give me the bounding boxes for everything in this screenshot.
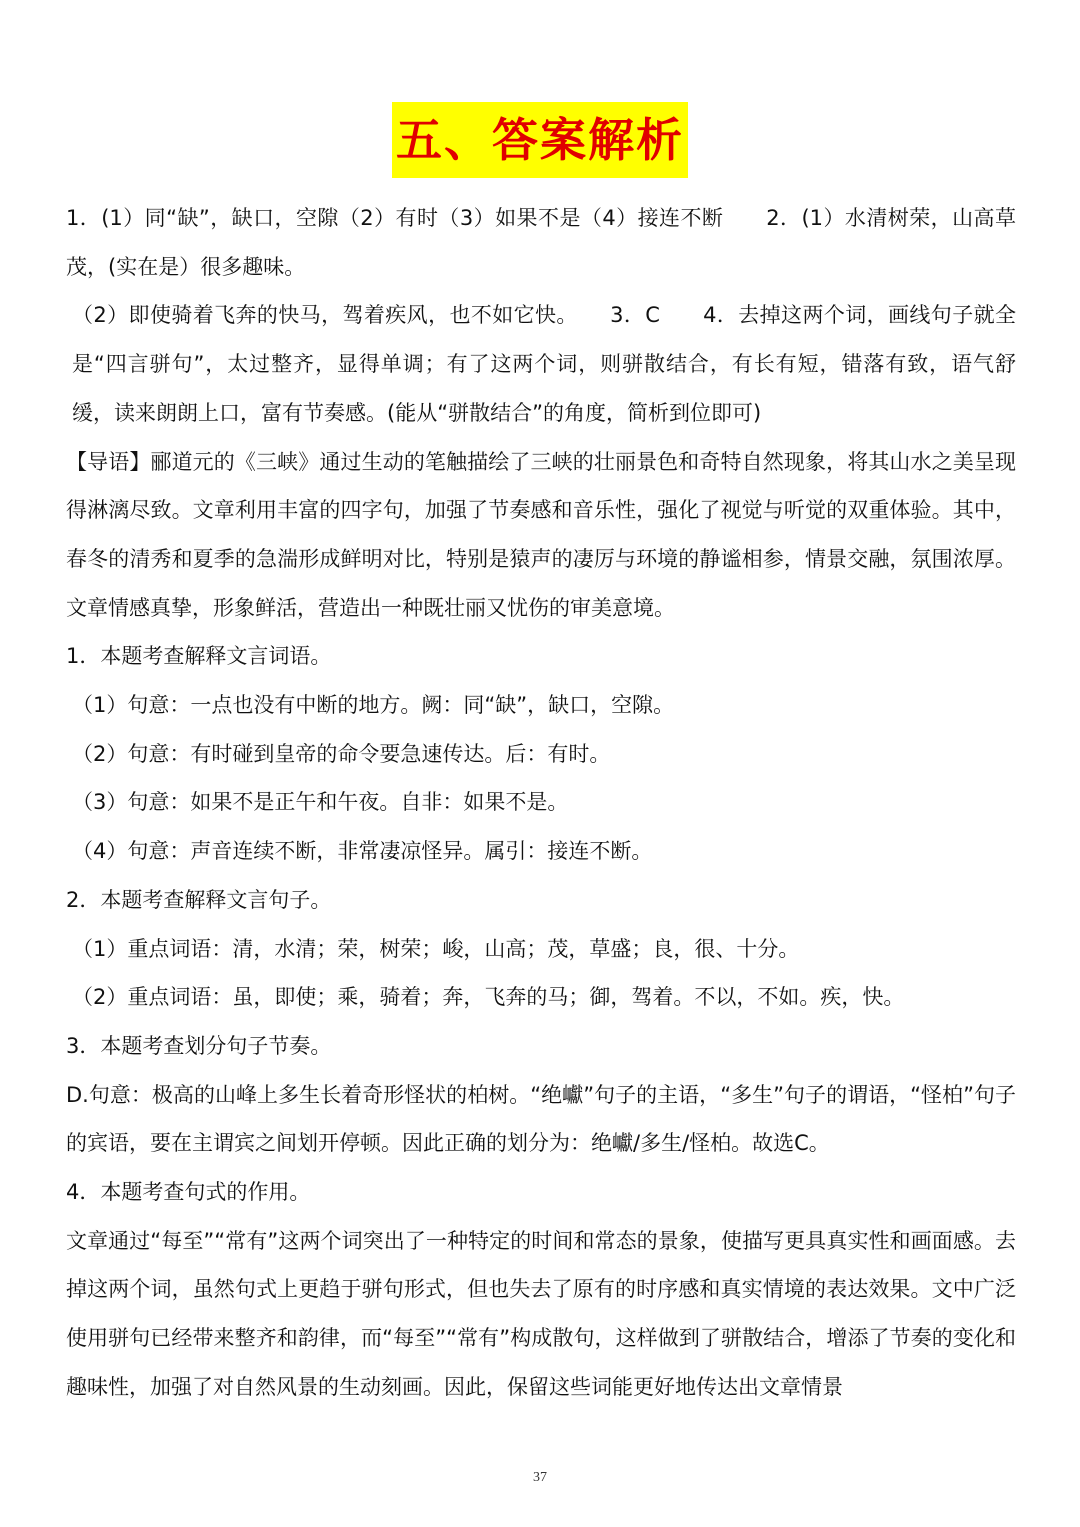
- page-number: 37: [533, 1470, 547, 1485]
- question-1-item-4: （4）句意：声音连续不断，非常凄凉怪异。属引：接连不断。: [72, 839, 653, 864]
- question-2-item-1: （1）重点词语：清，水清；荣，树荣；峻，山高；茂，草盛；良，很、十分。: [72, 936, 800, 961]
- question-2-item-2: （2）重点词语：虽，即使；乘，骑着；奔，飞奔的马；御，驾着。不以，不如。疾，快。: [72, 985, 905, 1010]
- question-1-item-3: （3）句意：如果不是正午和午夜。自非：如果不是。: [72, 790, 569, 815]
- question-1-item-2: （2）句意：有时碰到皇帝的命令要急速传达。后：有时。: [72, 741, 611, 766]
- question-4-heading: 4．本题考查句式的作用。: [66, 1180, 311, 1205]
- intro-paragraph: 【导语】郦道元的《三峡》通过生动的笔触描绘了三峡的壮丽景色和奇特自然现象，将其山水之美呈现得淋漓尽致。文章利用丰富的四字句，加强了节奏感和音乐性，强化了视觉与听觉的双重体验。其中，春冬的清秀和夏季的急湍形成鲜明对比，特别是猿声的凄厉与环境的静谧相参，情景交融，氛围浓厚。文章情感真挚，形象鲜活，营造出一种既壮丽又忧伤的审美意境。: [66, 449, 1016, 620]
- answer-content: [66, 194, 1016, 1412]
- question-2-heading: 2．本题考查解释文言句子。: [66, 887, 332, 912]
- question-3-heading: 3．本题考查划分句子节奏。: [66, 1033, 332, 1058]
- title-container: [0, 102, 1080, 178]
- answer-summary-1: 1．(1）同“缺”，缺口，空隙（2）有时（3）如果不是（4）接连不断 2．(1）水清树荣，山高草茂，(实在是）很多趣味。: [66, 206, 1016, 279]
- question-4-explanation: 文章通过“每至”“常有”这两个词突出了一种特定的时间和常态的景象，使描写更具真实性和画面感。去掉这两个词，虽然句式上更趋于骈句形式，但也失去了原有的时序感和真实情境的表达效果。文中广泛使用骈句已经带来整齐和韵律，而“每至”“常有”构成散句，这样做到了骈散结合，增添了节奏的变化和趣味性，加强了对自然风景的生动刻画。因此，保留这些词能更好地传达出文章情景: [66, 1228, 1016, 1399]
- page-title: 五、答案解析: [392, 102, 688, 178]
- question-3-explanation: D.句意：极高的山峰上多生长着奇形怪状的柏树。“绝巘”句子的主语，“多生”句子的谓语，“怪柏”句子的宾语，要在主谓宾之间划开停顿。因此正确的划分为：绝巘/多生/怪柏。故选C。: [66, 1082, 1016, 1156]
- question-1-heading: 1．本题考查解释文言词语。: [66, 644, 332, 669]
- question-1-item-1: （1）句意：一点也没有中断的地方。阙：同“缺”，缺口，空隙。: [72, 693, 675, 718]
- answer-summary-2: （2）即使骑着飞奔的快马，驾着疾风，也不如它快。 3．C 4．去掉这两个词，画线句子就全是“四言骈句”，太过整齐，显得单调；有了这两个词，则骈散结合，有长有短，错落有致，语气舒缓，读来朗朗上口，富有节奏感。(能从“骈散结合”的角度，简析到位即可): [72, 303, 1016, 425]
